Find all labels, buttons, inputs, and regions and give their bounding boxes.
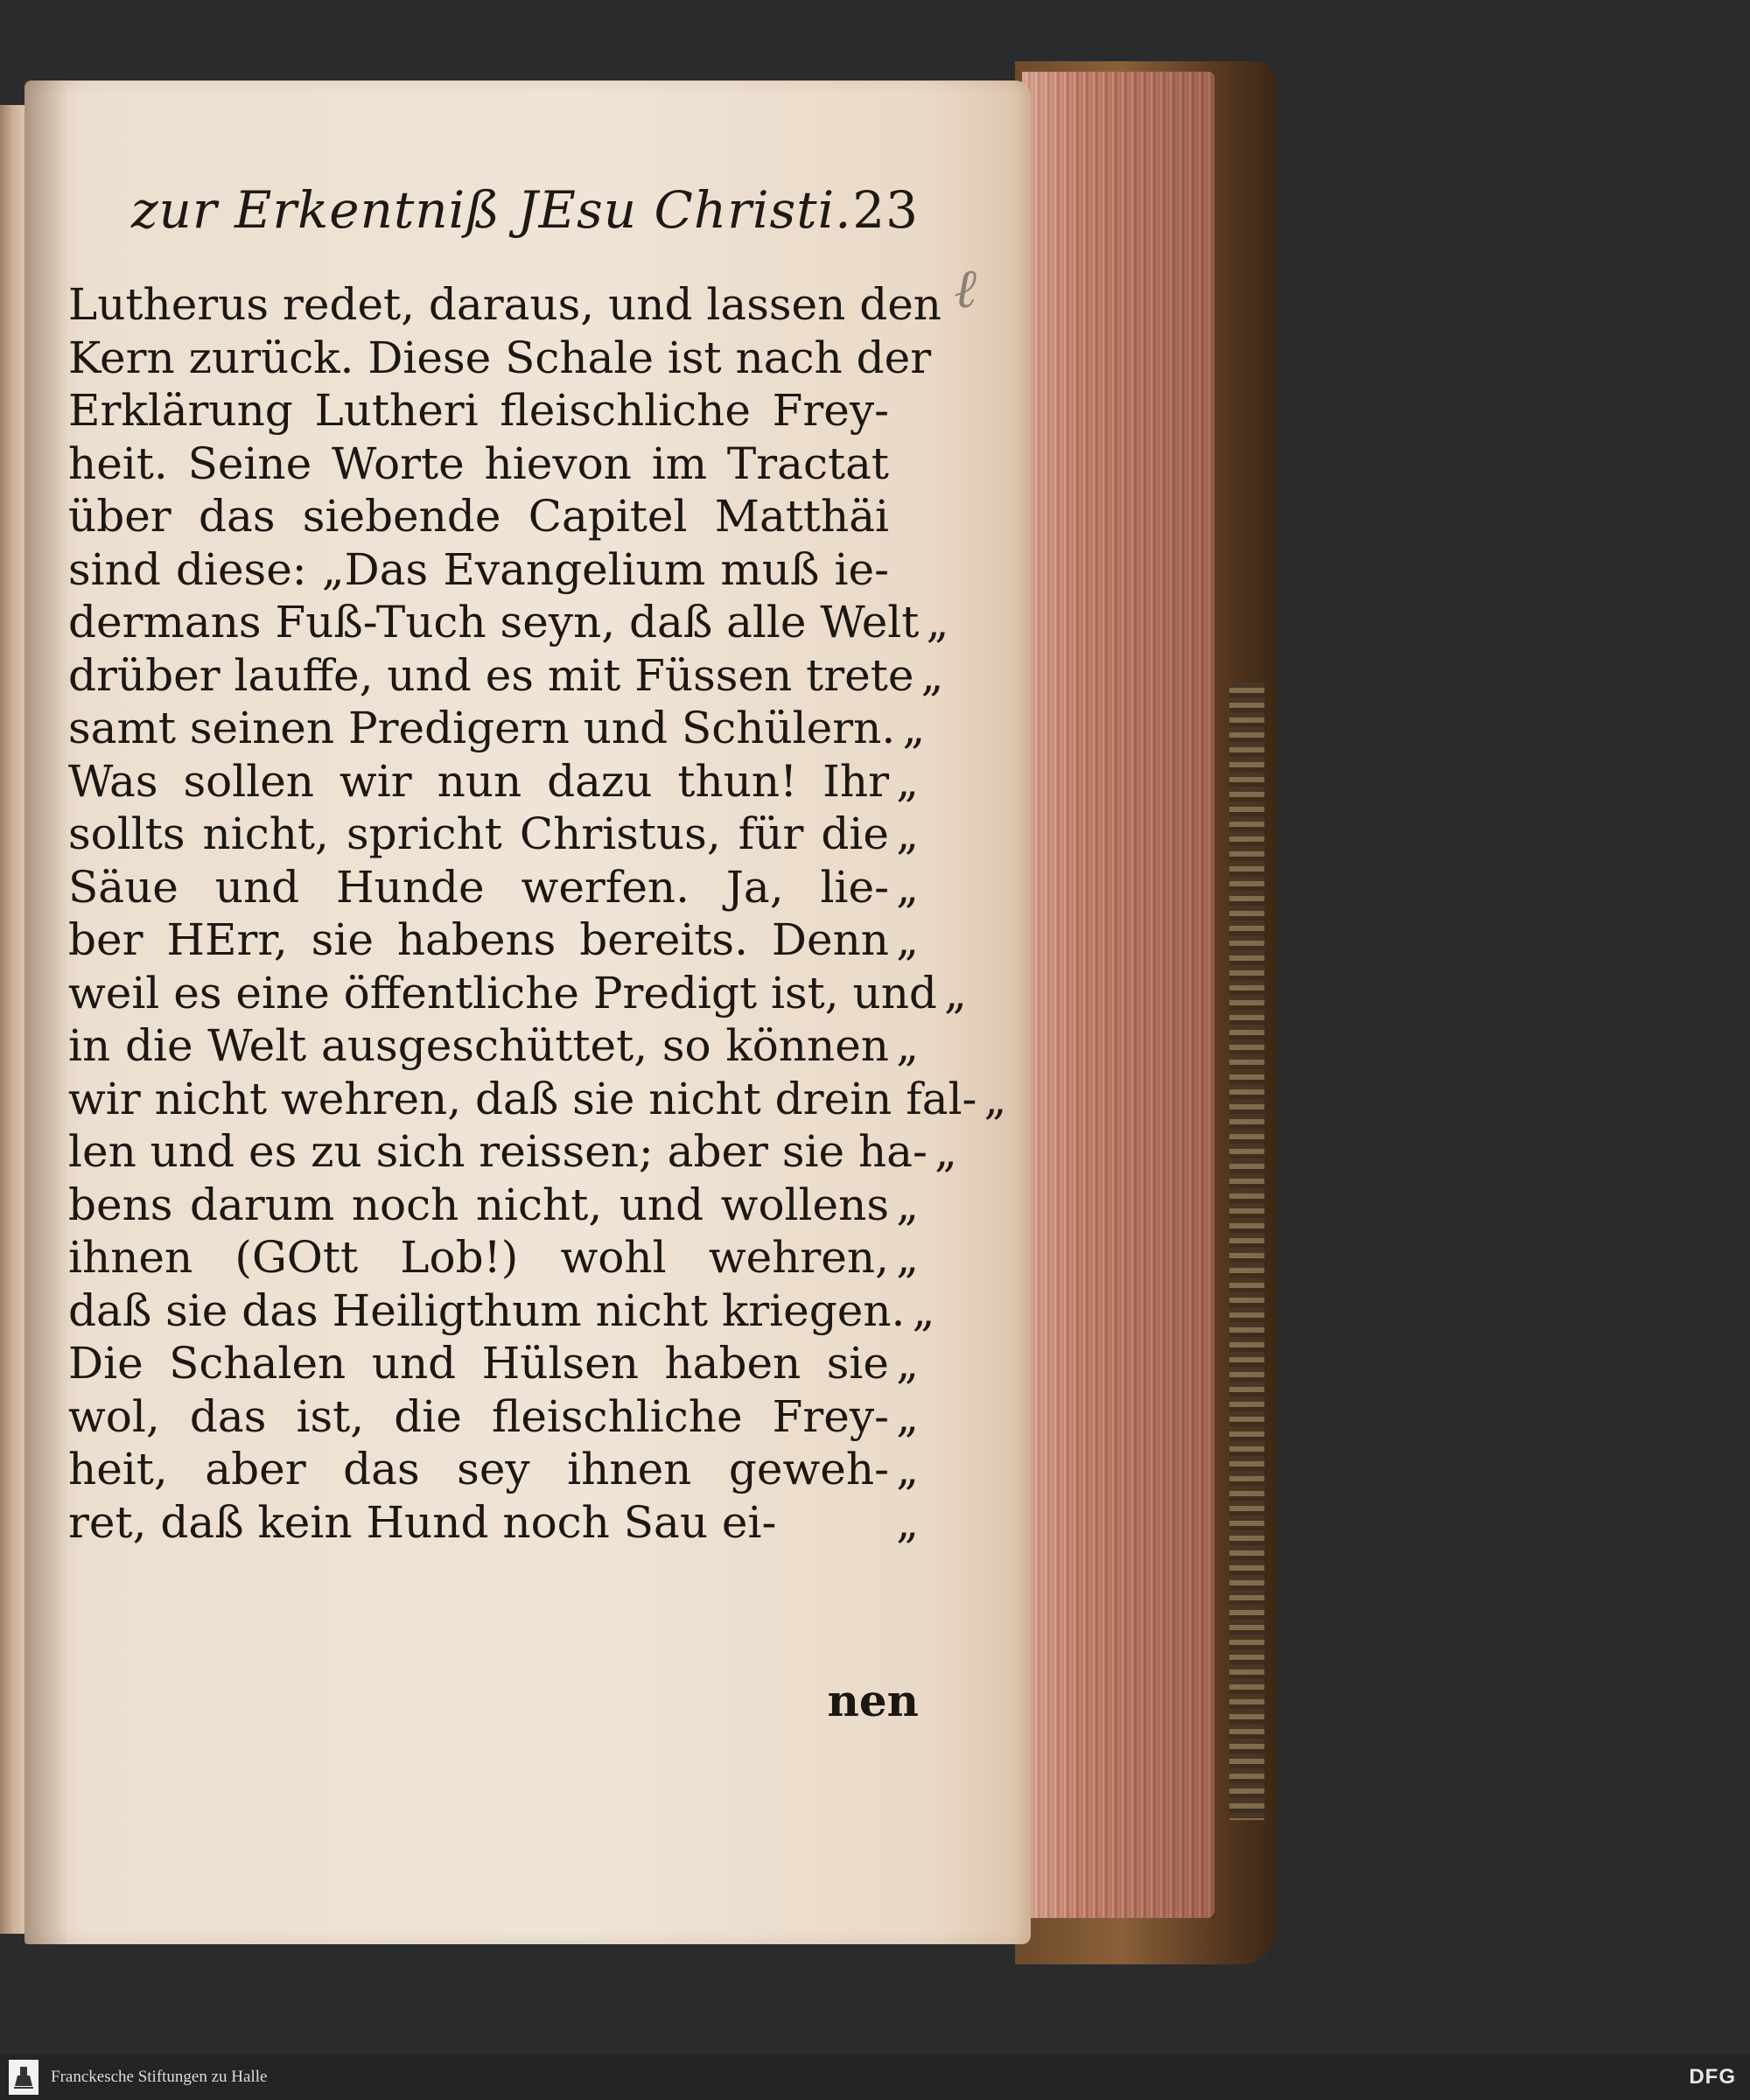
text-line-content: wol, das ist, die fleischliche Frey-: [68, 1390, 889, 1442]
text-line: [68, 649, 944, 703]
marginal-quote-mark: „: [912, 1284, 935, 1336]
text-line: [68, 384, 919, 438]
marginal-quote-mark: „: [896, 1390, 919, 1442]
text-line-content: heit. Seine Worte hievon im Tractat: [68, 438, 889, 489]
running-header: [131, 175, 919, 245]
marginal-quote-mark: „: [934, 1126, 957, 1177]
text-line-content: Lutherus redet, daraus, und lassen den: [68, 279, 942, 330]
marginal-quote-mark: „: [896, 1444, 919, 1494]
text-line-content: Kern zurück. Diese Schale ist nach der: [68, 332, 932, 383]
text-line: [68, 1390, 919, 1444]
text-line: [68, 332, 932, 385]
text-line-content: über das siebende Capitel Matthäi: [68, 491, 889, 542]
marginal-quote-mark: „: [944, 967, 967, 1018]
text-line: [68, 914, 919, 967]
text-line: [68, 808, 919, 861]
catchword: nen: [827, 1675, 919, 1726]
text-line: [68, 967, 967, 1020]
text-line-content: ret, daß kein Hund noch Sau ei-: [68, 1496, 777, 1548]
text-line: [68, 1125, 957, 1179]
text-line: [68, 596, 949, 649]
text-line-content: in die Welt ausgeschüttet, so können: [68, 1020, 889, 1071]
text-line: [68, 543, 919, 597]
institution-logo-icon: [9, 2060, 38, 2095]
marginal-quote-mark: „: [920, 649, 944, 701]
text-line: [68, 1496, 919, 1550]
text-line-content: samt seinen Predigern und Schülern.: [68, 703, 896, 753]
marginal-quote-mark: „: [896, 808, 919, 859]
text-line-content: sollts nicht, spricht Christus, für die: [68, 808, 889, 859]
marginal-quote-mark: „: [984, 1073, 1007, 1124]
text-line-content: Was sollen wir nun dazu thun! Ihr: [68, 755, 889, 807]
text-line-content: Säue und Hunde werfen. Ja, lie-: [68, 861, 889, 913]
page-stack-shading: [1022, 72, 1214, 1918]
text-line-content: bens darum noch nicht, und wollens: [68, 1179, 889, 1230]
text-line: [68, 1073, 1007, 1126]
marginal-quote-mark: „: [896, 861, 919, 913]
footer-bar: [0, 2054, 1750, 2100]
text-line: [68, 1337, 919, 1390]
text-line-content: sind diese: „Das Evangelium muß ie-: [68, 543, 889, 595]
text-line-content: ber HErr, sie habens bereits. Denn: [68, 914, 889, 965]
marginal-quote-mark: „: [896, 1232, 919, 1283]
running-title: zur Erkentniß JEsu Christi.: [131, 180, 852, 240]
text-line: [68, 1179, 919, 1232]
text-line-content: ihnen (GOtt Lob!) wohl wehren,: [68, 1232, 889, 1283]
text-line-content: wir nicht wehren, daß sie nicht drein fal-: [68, 1073, 977, 1124]
text-line: [68, 861, 919, 914]
text-line-content: len und es zu sich reissen; aber sie ha-: [68, 1126, 928, 1177]
body-text: [68, 278, 1007, 1549]
text-line: [68, 278, 942, 332]
marginal-quote-mark: „: [896, 755, 919, 807]
text-line-content: dermans Fuß-Tuch seyn, daß alle Welt: [68, 597, 920, 648]
text-line-content: Die Schalen und Hülsen haben sie: [68, 1338, 889, 1389]
marginal-quote-mark: „: [896, 1496, 919, 1548]
marginal-quote-mark: „: [896, 1179, 919, 1230]
text-line-content: drüber lauffe, und es mit Füssen trete: [68, 649, 914, 701]
text-line: [68, 1284, 935, 1338]
marginal-quote-mark: „: [902, 703, 926, 753]
text-line-content: daß sie das Heiligthum nicht kriegen.: [68, 1284, 906, 1336]
institution-name: Franckesche Stiftungen zu Halle: [51, 2068, 268, 2086]
pencil-annotation: ℓ: [954, 256, 976, 320]
text-line: [68, 1019, 919, 1073]
marginal-quote-mark: „: [896, 1338, 919, 1389]
text-line-content: weil es eine öffentliche Predigt ist, und: [68, 967, 937, 1018]
dfg-logo: DFG: [1689, 2065, 1736, 2089]
text-line-content: Erklärung Lutheri fleischliche Frey-: [68, 385, 889, 436]
text-line: [68, 1443, 919, 1496]
text-line-content: heit, aber das sey ihnen geweh-: [68, 1444, 889, 1494]
marginal-quote-mark: „: [926, 597, 949, 648]
marginal-quote-mark: „: [896, 1020, 919, 1071]
page-number: 23: [852, 180, 919, 240]
text-line: [68, 755, 919, 808]
text-line: [68, 702, 926, 755]
cover-worn-edge: [1229, 682, 1264, 1820]
page-gutter-shadow: [24, 80, 68, 1944]
text-line: [68, 490, 919, 543]
text-line: [68, 438, 919, 491]
marginal-quote-mark: „: [896, 914, 919, 965]
text-line: [68, 1231, 919, 1284]
